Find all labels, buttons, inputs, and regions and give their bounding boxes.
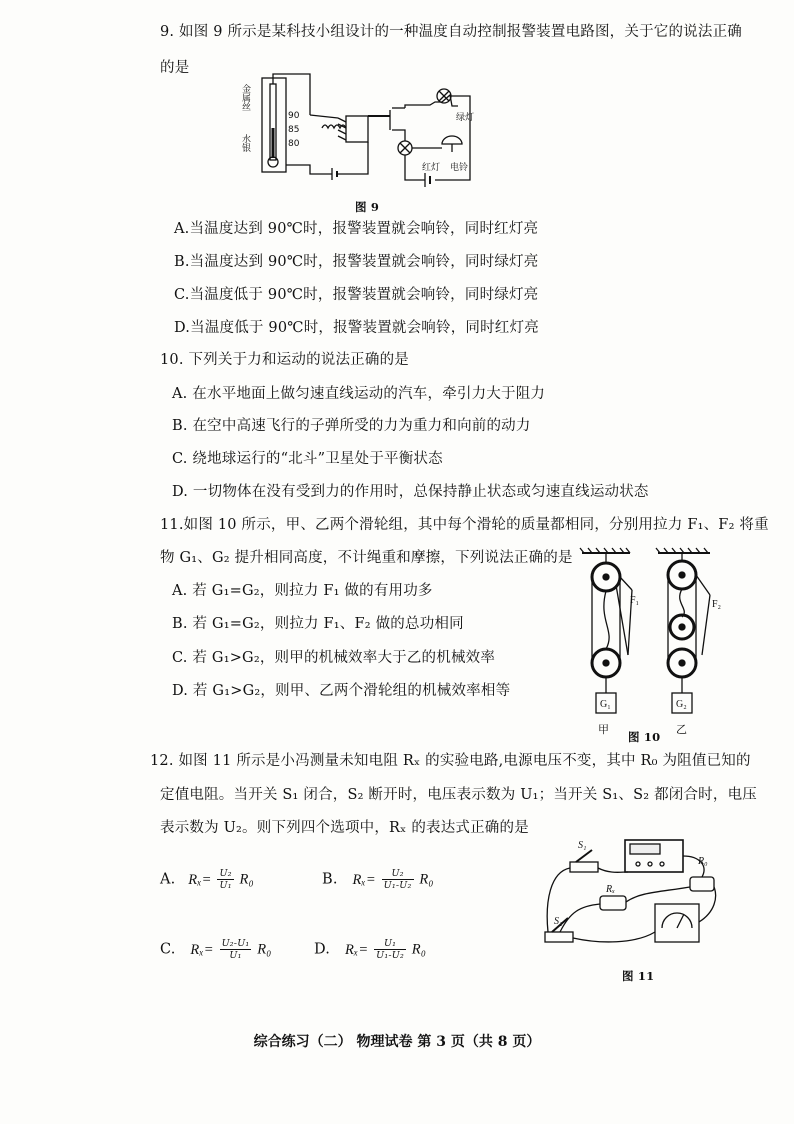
q11-option-d: D. 若 G₁>G₂，则甲、乙两个滑轮组的机械效率相等 <box>172 683 511 699</box>
q12-option-d <box>314 938 426 961</box>
q12-stem-line3: 表示数为 U₂。则下列四个选项中，Rₓ 的表达式正确的是 <box>160 820 529 836</box>
q12-option-d-numerator: U₁ <box>374 938 406 950</box>
page-footer: 综合练习（二） 物理试卷 第 3 页（共 8 页） <box>253 1034 541 1050</box>
q12-option-b-fraction <box>382 868 414 891</box>
label-rx: Rₓ <box>606 884 615 895</box>
figure-11-circuit <box>540 832 730 962</box>
q12-stem-line1: 12. 如图 11 所示是小冯测量未知电阻 Rₓ 的实验电路,电源电压不变，其中 R₀ 为阻值已知的 <box>150 753 751 769</box>
q11-option-c: C. 若 G₁>G₂，则甲的机械效率大于乙的机械效率 <box>172 650 496 666</box>
q9-stem-line2: 的是 <box>160 60 190 76</box>
q12-option-d-rhs: R₀ <box>411 941 427 958</box>
q12-option-b-denominator: U₁-U₂ <box>383 880 412 891</box>
label-90: 90 <box>288 111 300 121</box>
q12-option-b-label: B. <box>322 871 338 888</box>
q12-option-b <box>322 868 434 891</box>
q12-option-b-rhs: R₀ <box>419 871 434 888</box>
q10-option-b: B. 在空中高速飞行的子弹所受的力为重力和向前的动力 <box>172 418 531 434</box>
q12-option-d-label: D. <box>314 941 331 958</box>
q12-option-c-rhs: R₀ <box>257 941 272 958</box>
q12-option-b-numerator: U₂ <box>382 868 414 880</box>
label-bell: 电铃 <box>450 163 469 173</box>
label-s1: S₁ <box>578 840 587 851</box>
label-f1: F₁ <box>630 595 640 606</box>
q11-stem-line2: 物 G₁、G₂ 提升相同高度，不计绳重和摩擦，下列说法正确的是 <box>160 550 573 566</box>
q12-option-a-fraction <box>217 868 233 891</box>
q9-option-c: C.当温度低于 90℃时，报警装置就会响铃，同时绿灯亮 <box>174 287 539 303</box>
q9-option-d: D.当温度低于 90℃时，报警装置就会响铃，同时红灯亮 <box>174 320 539 336</box>
label-red-lamp: 红灯 <box>422 163 441 173</box>
label-r0: R₀ <box>698 856 708 867</box>
q10-stem: 10. 下列关于力和运动的说法正确的是 <box>160 352 409 368</box>
label-g2: G₂ <box>676 699 687 710</box>
figure-9-circuit <box>230 70 490 195</box>
q12-option-c <box>160 938 272 961</box>
q12-option-c-numerator: U₂-U₁ <box>221 938 250 949</box>
q12-option-a-label: A. <box>160 871 176 888</box>
label-85: 85 <box>288 125 300 135</box>
q11-option-a: A. 若 G₁=G₂，则拉力 F₁ 做的有用功多 <box>172 583 433 599</box>
q12-option-a-rhs: R₀ <box>239 871 254 888</box>
q12-option-c-fraction <box>220 938 252 961</box>
q12-option-a-denominator: U₁ <box>219 880 232 891</box>
label-metal-wire: 金属丝 <box>240 84 250 111</box>
q12-option-a-numerator: U₂ <box>219 868 232 879</box>
label-s2: S₂ <box>554 916 563 927</box>
label-jia: 甲 <box>598 723 609 736</box>
q11-option-b: B. 若 G₁=G₂，则拉力 F₁、F₂ 做的总功相同 <box>172 616 464 632</box>
figure-10-caption: 图 10 <box>628 730 661 744</box>
figure-9-caption: 图 9 <box>355 200 380 214</box>
q9-option-b: B.当温度达到 90℃时，报警装置就会响铃，同时绿灯亮 <box>174 254 539 270</box>
q9-option-a: A.当温度达到 90℃时，报警装置就会响铃，同时红灯亮 <box>174 221 539 237</box>
figure-11-caption: 图 11 <box>622 969 655 983</box>
q12-option-c-label: C. <box>160 941 176 958</box>
q12-option-a-lhs: Rₓ= <box>188 871 212 888</box>
label-g1: G₁ <box>600 699 611 710</box>
q12-option-d-denominator: U₁-U₂ <box>376 950 404 961</box>
q10-option-d: D. 一切物体在没有受到力的作用时，总保持静止状态或匀速直线运动状态 <box>172 484 649 500</box>
figure-10-pulleys <box>570 545 740 740</box>
q12-option-b-lhs: Rₓ= <box>352 871 376 888</box>
q10-option-a: A. 在水平地面上做匀速直线运动的汽车，牵引力大于阻力 <box>172 386 546 402</box>
q12-option-d-fraction <box>374 938 406 961</box>
q11-stem-line1: 11.如图 10 所示，甲、乙两个滑轮组，其中每个滑轮的质量都相同，分别用拉力 F₁、F₂ 将重 <box>160 517 769 533</box>
q12-option-c-denominator: U₁ <box>229 950 242 961</box>
q12-option-a <box>160 868 254 891</box>
label-mercury: 水银 <box>240 134 250 152</box>
q10-option-c: C. 绕地球运行的“北斗”卫星处于平衡状态 <box>172 451 443 467</box>
q9-stem-line1: 9. 如图 9 所示是某科技小组设计的一种温度自动控制报警装置电路图，关于它的说法正确 <box>160 24 742 40</box>
q12-stem-line2: 定值电阻。当开关 S₁ 闭合，S₂ 断开时，电压表示数为 U₁；当开关 S₁、S₂ 都闭合时，电压 <box>160 787 757 803</box>
label-yi: 乙 <box>676 723 687 736</box>
label-green-lamp: 绿灯 <box>456 113 475 123</box>
label-80: 80 <box>288 139 300 149</box>
label-f2: F₂ <box>712 599 722 610</box>
q12-option-c-lhs: Rₓ= <box>190 941 214 958</box>
q12-option-d-lhs: Rₓ= <box>344 941 369 958</box>
